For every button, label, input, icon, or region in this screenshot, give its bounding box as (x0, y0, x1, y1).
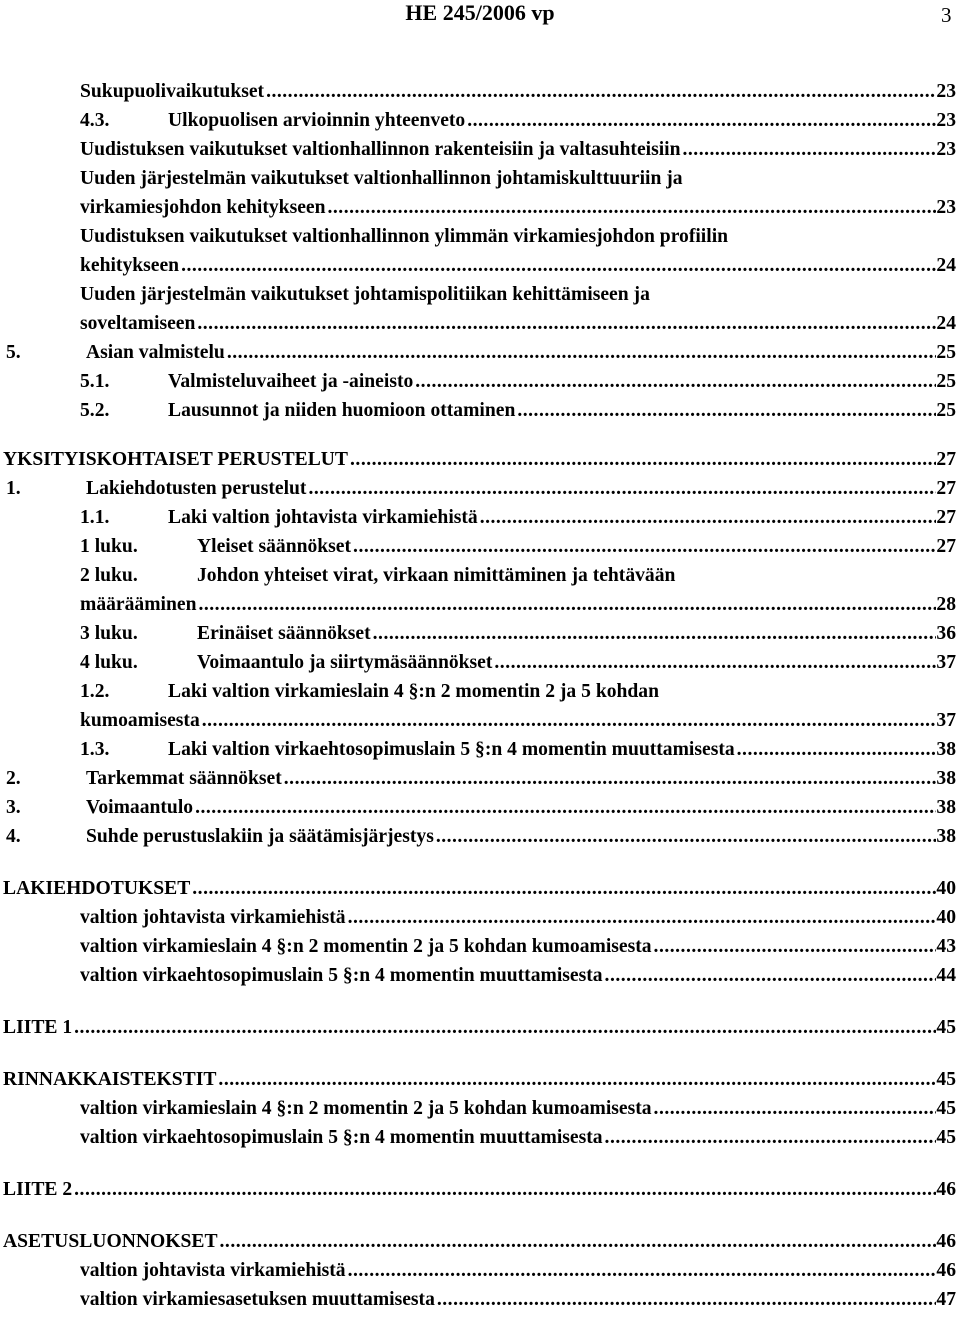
toc-entry-line (6, 764, 956, 793)
toc-entry-number: 4 luku. (80, 652, 138, 673)
toc-entry-title: Laki valtion virkaehtosopimuslain 5 §:n 4 momentin muuttamisesta (168, 739, 735, 760)
toc-entry-number: 1. (6, 478, 21, 499)
toc-dot-leader (437, 1285, 937, 1314)
toc-entry-title: Uudistuksen vaikutukset valtionhallinnon rakenteisiin ja valtasuhteisiin (80, 139, 681, 160)
toc-entry (0, 619, 960, 648)
toc-entry (0, 1013, 960, 1042)
toc-dot-leader (494, 648, 936, 677)
toc-entry-line (80, 706, 956, 735)
toc-dot-leader (654, 932, 937, 961)
toc-entry-line (3, 874, 956, 903)
toc-entry-title: LAKIEHDOTUKSET (3, 878, 191, 899)
toc-entry (0, 561, 960, 590)
toc-entry-page: 27 (936, 449, 956, 470)
toc-entry-line (3, 1227, 956, 1256)
toc-entry-page: 28 (936, 594, 956, 615)
toc-entry-number: 3 luku. (80, 623, 138, 644)
toc-entry (0, 648, 960, 677)
toc-dot-leader (480, 503, 937, 532)
toc-entry-page: 45 (936, 1069, 956, 1090)
toc-dot-leader (605, 961, 937, 990)
toc-dot-leader (195, 793, 936, 822)
toc-entry-line (6, 793, 956, 822)
toc-dot-leader (348, 903, 937, 932)
toc-entry-page: 45 (936, 1017, 956, 1038)
toc-entry-title: LIITE 2 (3, 1179, 73, 1200)
toc-entry (0, 1094, 960, 1123)
toc-dot-leader (436, 822, 937, 851)
toc-entry (0, 932, 960, 961)
toc-entry (0, 874, 960, 903)
toc-entry-page: 25 (936, 371, 956, 392)
toc-entry-page: 37 (936, 710, 956, 731)
toc-entry-line (6, 822, 956, 851)
toc-entry (0, 222, 960, 251)
toc-entry-number: 1.3. (80, 739, 110, 760)
toc-entry (0, 903, 960, 932)
toc-entry-line (80, 1123, 956, 1152)
toc-entry-title: Erinäiset säännökset (197, 623, 371, 644)
toc-entry (0, 367, 960, 396)
toc-entry-title: soveltamiseen (80, 313, 196, 334)
toc-entry (0, 1175, 960, 1204)
toc-entry-page: 37 (936, 652, 956, 673)
toc-entry-page: 46 (936, 1179, 956, 1200)
toc-entry (0, 822, 960, 851)
toc-entry-page: 23 (936, 110, 956, 131)
toc-entry-title: Asian valmistelu (86, 342, 225, 363)
toc-dot-leader (737, 735, 937, 764)
toc-entry-line (80, 222, 956, 251)
toc-entry (0, 1227, 960, 1256)
toc-entry (0, 193, 960, 222)
running-header-title: HE 245/2006 vp (405, 0, 555, 25)
toc-entry-page: 23 (936, 197, 956, 218)
toc-dot-leader (308, 474, 936, 503)
toc-entry-line (80, 961, 956, 990)
toc-entry (0, 135, 960, 164)
toc-entry (0, 474, 960, 503)
toc-entry (0, 251, 960, 280)
toc-entry-title: Yleiset säännökset (197, 536, 352, 557)
toc-entry-title: valtion johtavista virkamiehistä (80, 1260, 346, 1281)
toc-dot-leader (198, 590, 936, 619)
toc-entry (0, 1256, 960, 1285)
toc-entry-page: 27 (936, 478, 956, 499)
toc-entry (0, 1123, 960, 1152)
toc-entry-page: 40 (936, 878, 956, 899)
toc-entry-line (6, 338, 956, 367)
toc-entry (0, 532, 960, 561)
toc-entry-line (80, 735, 956, 764)
table-of-contents (0, 77, 960, 1314)
toc-entry-title: ASETUSLUONNOKSET (3, 1231, 218, 1252)
toc-dot-leader (284, 764, 937, 793)
toc-entry-title: Johdon yhteiset virat, virkaan nimittäminen ja tehtävään (197, 565, 676, 586)
toc-entry-line (80, 309, 956, 338)
toc-entry-title: Uuden järjestelmän vaikutukset valtionhallinnon johtamiskulttuuriin ja (80, 168, 683, 189)
toc-entry-line (80, 367, 956, 396)
toc-dot-leader (197, 309, 936, 338)
page-number: 3 (941, 3, 952, 27)
toc-entry-line (80, 561, 956, 590)
toc-entry-page: 43 (936, 936, 956, 957)
toc-entry-line (80, 1256, 956, 1285)
toc-entry-title: Laki valtion virkamieslain 4 §:n 2 momentin 2 ja 5 kohdan (168, 681, 660, 702)
toc-entry-page: 24 (936, 313, 956, 334)
toc-dot-leader (328, 193, 937, 222)
toc-dot-leader (350, 445, 936, 474)
toc-entry-line (80, 677, 956, 706)
toc-dot-leader (683, 135, 937, 164)
toc-entry (0, 503, 960, 532)
toc-entry-line (80, 619, 956, 648)
toc-entry-line (80, 135, 956, 164)
toc-entry-line (80, 903, 956, 932)
toc-dot-leader (74, 1175, 936, 1204)
toc-entry-title: valtion virkaehtosopimuslain 5 §:n 4 momentin muuttamisesta (80, 1127, 603, 1148)
toc-dot-leader (181, 251, 936, 280)
toc-entry-number: 5.2. (80, 400, 110, 421)
toc-entry-number: 5. (6, 342, 21, 363)
toc-entry-page: 46 (936, 1231, 956, 1252)
toc-entry-title: kumoamisesta (80, 710, 200, 731)
toc-entry-page: 38 (936, 739, 956, 760)
toc-entry-line (6, 474, 956, 503)
toc-entry-line (80, 251, 956, 280)
toc-entry (0, 1285, 960, 1314)
toc-entry-line (80, 503, 956, 532)
toc-entry (0, 590, 960, 619)
toc-entry-page: 25 (936, 400, 956, 421)
toc-entry-line (80, 648, 956, 677)
toc-entry-line (80, 106, 956, 135)
toc-entry-title: LIITE 1 (3, 1017, 73, 1038)
toc-entry (0, 396, 960, 425)
toc-entry-title: Valmisteluvaiheet ja -aineisto (168, 371, 414, 392)
toc-entry (0, 106, 960, 135)
toc-entry (0, 961, 960, 990)
toc-entry-page: 36 (936, 623, 956, 644)
toc-entry-number: 2. (6, 768, 21, 789)
toc-entry-page: 23 (936, 139, 956, 160)
toc-entry-number: 1.2. (80, 681, 110, 702)
toc-entry-page: 47 (936, 1289, 956, 1310)
toc-entry-number: 2 luku. (80, 565, 138, 586)
toc-entry-number: 4. (6, 826, 21, 847)
toc-entry-line (80, 532, 956, 561)
toc-dot-leader (74, 1013, 936, 1042)
toc-entry (0, 706, 960, 735)
toc-entry-page: 38 (936, 768, 956, 789)
toc-entry-number: 4.3. (80, 110, 110, 131)
toc-dot-leader (467, 106, 936, 135)
toc-entry-title: valtion virkamiesasetuksen muuttamisesta (80, 1289, 435, 1310)
toc-entry-title: Uuden järjestelmän vaikutukset johtamispolitiikan kehittämiseen ja (80, 284, 650, 305)
toc-entry-page: 38 (936, 826, 956, 847)
toc-entry-number: 3. (6, 797, 21, 818)
toc-dot-leader (517, 396, 936, 425)
toc-entry-title: Lakiehdotusten perustelut (86, 478, 307, 499)
toc-entry-title: Laki valtion johtavista virkamiehistä (168, 507, 478, 528)
toc-dot-leader (348, 1256, 937, 1285)
toc-entry-line (80, 193, 956, 222)
toc-dot-leader (415, 367, 936, 396)
toc-entry-title: kehitykseen (80, 255, 180, 276)
toc-entry-line (80, 590, 956, 619)
toc-entry-title: Tarkemmat säännökset (86, 768, 282, 789)
toc-entry-number: 1.1. (80, 507, 110, 528)
toc-entry-page: 23 (936, 81, 956, 102)
toc-entry-page: 27 (936, 536, 956, 557)
toc-entry (0, 445, 960, 474)
toc-entry-title: Sukupuolivaikutukset (80, 81, 265, 102)
toc-entry-line (3, 1065, 956, 1094)
toc-entry-line (80, 164, 956, 193)
toc-dot-leader (202, 706, 937, 735)
toc-entry-title: YKSITYISKOHTAISET PERUSTELUT (3, 449, 349, 470)
toc-dot-leader (605, 1123, 937, 1152)
toc-entry-title: valtion johtavista virkamiehistä (80, 907, 346, 928)
toc-entry (0, 1065, 960, 1094)
toc-entry-page: 27 (936, 507, 956, 528)
toc-entry-page: 40 (936, 907, 956, 928)
toc-entry-line (80, 932, 956, 961)
toc-entry (0, 164, 960, 193)
toc-entry-line (80, 77, 956, 106)
toc-entry (0, 764, 960, 793)
toc-entry-line (3, 1013, 956, 1042)
toc-entry-number: 1 luku. (80, 536, 138, 557)
toc-entry-page: 25 (936, 342, 956, 363)
toc-entry (0, 338, 960, 367)
toc-entry-line (80, 1094, 956, 1123)
toc-entry-page: 38 (936, 797, 956, 818)
toc-entry (0, 735, 960, 764)
toc-entry-line (3, 445, 956, 474)
toc-dot-leader (654, 1094, 937, 1123)
toc-entry-page: 45 (936, 1127, 956, 1148)
toc-entry-title: valtion virkamieslain 4 §:n 2 momentin 2 ja 5 kohdan kumoamisesta (80, 1098, 652, 1119)
toc-entry (0, 309, 960, 338)
toc-dot-leader (218, 1065, 936, 1094)
toc-entry-title: Ulkopuolisen arvioinnin yhteenveto (168, 110, 466, 131)
toc-entry-title: Voimaantulo ja siirtymäsäännökset (197, 652, 493, 673)
toc-dot-leader (373, 619, 937, 648)
toc-entry (0, 77, 960, 106)
toc-entry-title: RINNAKKAISTEKSTIT (3, 1069, 217, 1090)
toc-entry-title: Lausunnot ja niiden huomioon ottaminen (168, 400, 516, 421)
toc-entry-title: valtion virkaehtosopimuslain 5 §:n 4 momentin muuttamisesta (80, 965, 603, 986)
toc-entry-line (80, 1285, 956, 1314)
toc-dot-leader (220, 1227, 937, 1256)
toc-entry (0, 793, 960, 822)
toc-entry-title: Suhde perustuslakiin ja säätämisjärjestys (86, 826, 434, 847)
toc-dot-leader (192, 874, 936, 903)
toc-entry-title: valtion virkamieslain 4 §:n 2 momentin 2 ja 5 kohdan kumoamisesta (80, 936, 652, 957)
toc-entry-title: Voimaantulo (86, 797, 194, 818)
toc-entry-page: 44 (936, 965, 956, 986)
toc-entry (0, 280, 960, 309)
toc-entry-title: virkamiesjohdon kehitykseen (80, 197, 326, 218)
toc-dot-leader (353, 532, 936, 561)
toc-entry (0, 677, 960, 706)
toc-entry-number: 5.1. (80, 371, 110, 392)
toc-entry-page: 45 (936, 1098, 956, 1119)
toc-entry-page: 24 (936, 255, 956, 276)
toc-entry-title: määrääminen (80, 594, 197, 615)
toc-dot-leader (266, 77, 936, 106)
toc-entry-line (80, 396, 956, 425)
toc-entry-page: 46 (936, 1260, 956, 1281)
toc-entry-line (3, 1175, 956, 1204)
toc-dot-leader (227, 338, 937, 367)
toc-entry-line (80, 280, 956, 309)
toc-entry-title: Uudistuksen vaikutukset valtionhallinnon ylimmän virkamiesjohdon profiilin (80, 226, 729, 247)
